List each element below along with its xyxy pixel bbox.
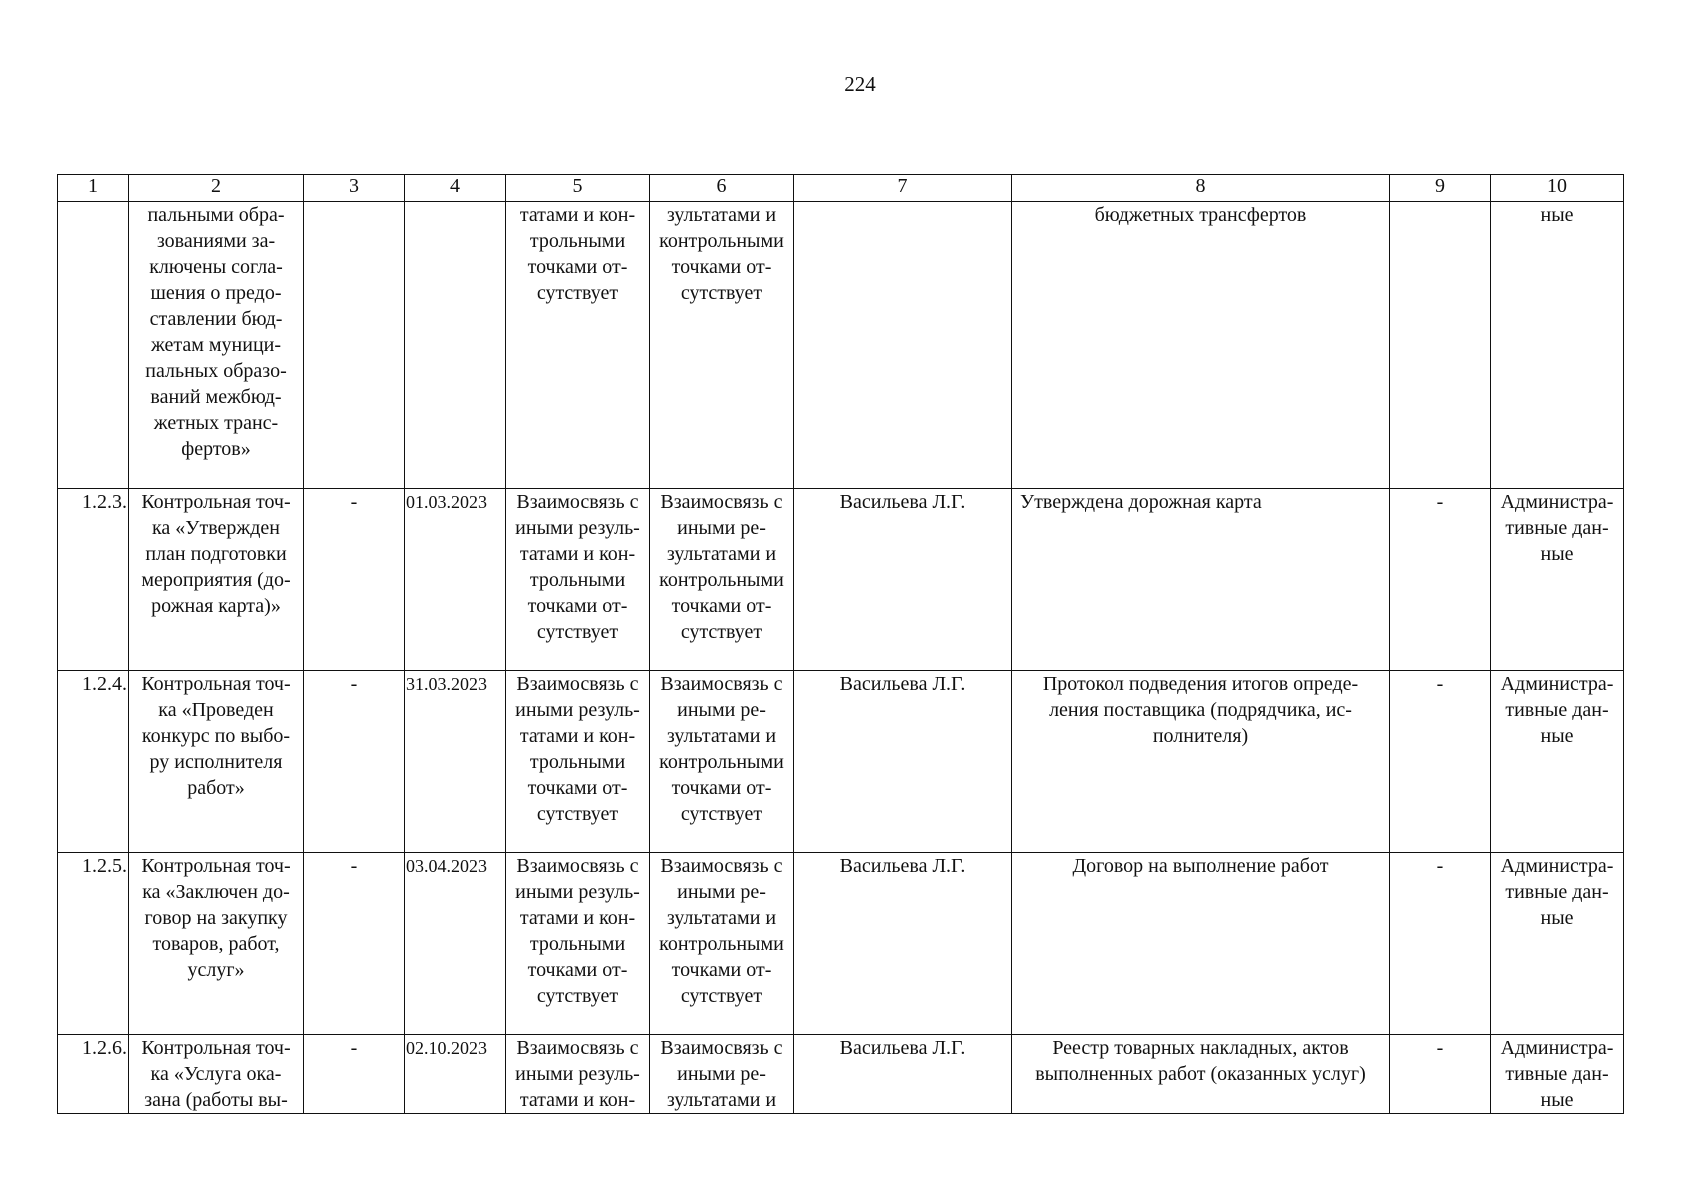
- header-cell: 4: [405, 175, 506, 202]
- control-point-date: 31.03.2023: [405, 671, 506, 853]
- information-source: Администра- тивные дан- ные: [1491, 1035, 1624, 1114]
- information-source: Администра- тивные дан- ные: [1491, 671, 1624, 853]
- interrelation-results: Взаимосвязь с иными резуль- татами и кон- трольными точками от- сутствует: [506, 853, 650, 1035]
- confirming-document: Договор на выполнение работ: [1012, 853, 1390, 1035]
- interrelation-other: Взаимосвязь с иными ре- зультатами и контрольными точками от- сутствует: [650, 853, 794, 1035]
- interrelation-results: Взаимосвязь с иными резуль- татами и кон-: [506, 1035, 650, 1114]
- row-number: [58, 202, 129, 489]
- header-cell: 2: [129, 175, 304, 202]
- control-point-date: 03.04.2023: [405, 853, 506, 1035]
- col9-value: [1390, 202, 1491, 489]
- table-row: [58, 853, 1624, 1035]
- confirming-document: Протокол подведения итогов опреде- ления поставщика (подрядчика, ис- полнителя): [1012, 671, 1390, 853]
- row-number: 1.2.3.: [58, 489, 129, 671]
- control-point-name: Контрольная точ- ка «Проведен конкурс по выбо- ру исполнителя работ»: [129, 671, 304, 853]
- row-number: 1.2.5.: [58, 853, 129, 1035]
- page-number: 224: [844, 72, 876, 96]
- interrelation-results: татами и кон- трольными точками от- сутствует: [506, 202, 650, 489]
- interrelation-other: Взаимосвязь с иными ре- зультатами и контрольными точками от- сутствует: [650, 489, 794, 671]
- control-point-name: Контрольная точ- ка «Заключен до- говор на закупку товаров, работ, услуг»: [129, 853, 304, 1035]
- responsible-person: Васильева Л.Г.: [794, 671, 1012, 853]
- control-point-name: пальными обра- зованиями за- ключены согла- шения о предо- ставлении бюд- жетам муници- пальных образо- ваний межбюд- жетных транс- фертов»: [129, 202, 304, 489]
- control-point-name: Контрольная точ- ка «Услуга ока- зана (работы вы-: [129, 1035, 304, 1114]
- responsible-person: [794, 202, 1012, 489]
- header-cell: 9: [1390, 175, 1491, 202]
- col3-value: -: [304, 853, 405, 1035]
- table-row: [58, 1035, 1624, 1114]
- responsible-person: Васильева Л.Г.: [794, 1035, 1012, 1114]
- interrelation-results: Взаимосвязь с иными резуль- татами и кон- трольными точками от- сутствует: [506, 671, 650, 853]
- row-number: 1.2.6.: [58, 1035, 129, 1114]
- header-cell: 3: [304, 175, 405, 202]
- header-cell: 8: [1012, 175, 1390, 202]
- table-row: [58, 671, 1624, 853]
- confirming-document: Утверждена дорожная карта: [1012, 489, 1390, 671]
- control-point-date: 02.10.2023: [405, 1035, 506, 1114]
- responsible-person: Васильева Л.Г.: [794, 489, 1012, 671]
- information-source: Администра- тивные дан- ные: [1491, 853, 1624, 1035]
- header-cell: 7: [794, 175, 1012, 202]
- header-cell: 6: [650, 175, 794, 202]
- confirming-document: бюджетных трансфертов: [1012, 202, 1390, 489]
- header-cell: 5: [506, 175, 650, 202]
- information-source: ные: [1491, 202, 1624, 489]
- confirming-document: Реестр товарных накладных, актов выполненных работ (оказанных услуг): [1012, 1035, 1390, 1114]
- header-cell: 10: [1491, 175, 1624, 202]
- interrelation-other: зультатами и контрольными точками от- сутствует: [650, 202, 794, 489]
- control-point-name: Контрольная точ- ка «Утвержден план подготовки мероприятия (до- рожная карта)»: [129, 489, 304, 671]
- table-header-row: [58, 175, 1624, 202]
- interrelation-other: Взаимосвязь с иными ре- зультатами и контрольными точками от- сутствует: [650, 671, 794, 853]
- col3-value: [304, 202, 405, 489]
- control-points-table: [57, 174, 1624, 1114]
- col9-value: -: [1390, 671, 1491, 853]
- col3-value: -: [304, 489, 405, 671]
- header-cell: 1: [58, 175, 129, 202]
- col9-value: -: [1390, 853, 1491, 1035]
- col9-value: -: [1390, 489, 1491, 671]
- interrelation-other: Взаимосвязь с иными ре- зультатами и: [650, 1035, 794, 1114]
- interrelation-results: Взаимосвязь с иными резуль- татами и кон- трольными точками от- сутствует: [506, 489, 650, 671]
- col9-value: -: [1390, 1035, 1491, 1114]
- table-row: [58, 489, 1624, 671]
- col3-value: -: [304, 671, 405, 853]
- row-number: 1.2.4.: [58, 671, 129, 853]
- control-point-date: 01.03.2023: [405, 489, 506, 671]
- col3-value: -: [304, 1035, 405, 1114]
- table-row: [58, 202, 1624, 489]
- responsible-person: Васильева Л.Г.: [794, 853, 1012, 1035]
- information-source: Администра- тивные дан- ные: [1491, 489, 1624, 671]
- control-point-date: [405, 202, 506, 489]
